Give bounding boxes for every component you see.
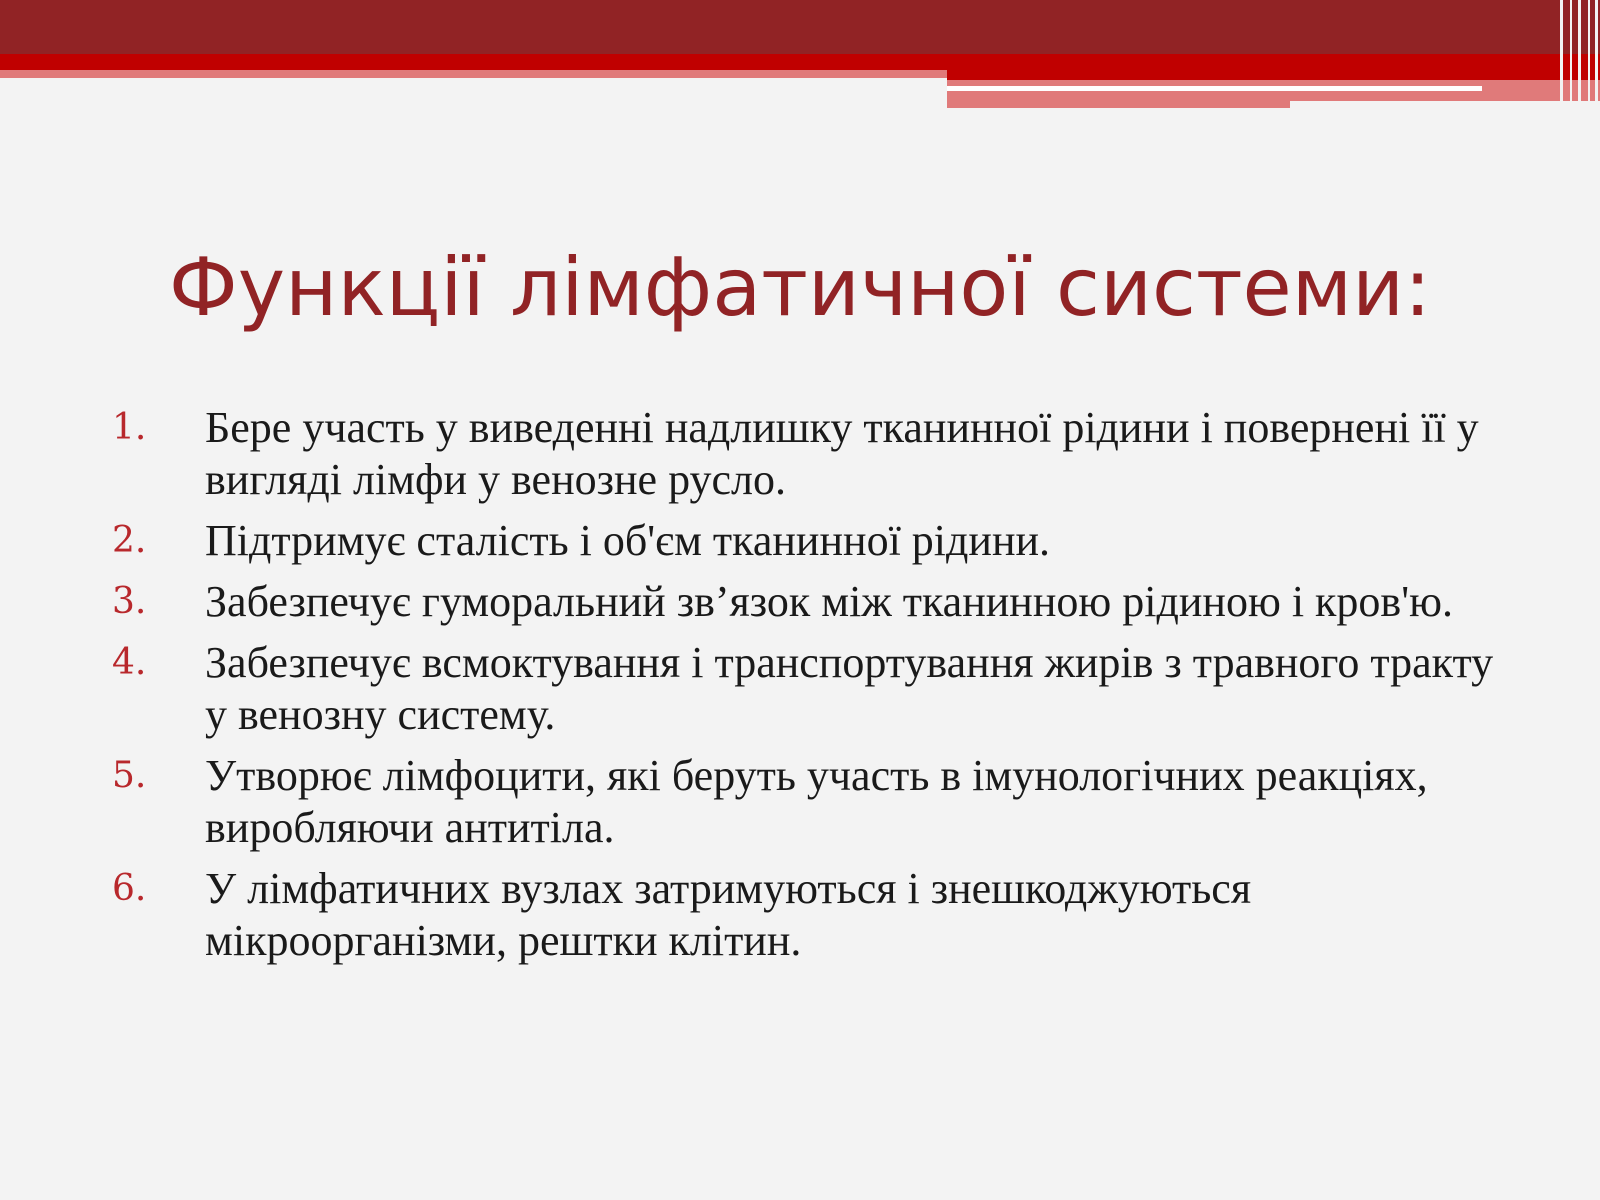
list-item	[112, 750, 1512, 854]
list-item-text: Забезпечує гуморальний зв’язок між тканинною рідиною і кров'ю.	[205, 577, 1454, 626]
list-item-number: 1.	[112, 407, 147, 448]
header-band-pink-left	[0, 70, 947, 78]
list-item-number: 2.	[112, 520, 147, 561]
list-item-number: 5.	[112, 755, 147, 796]
header-line-white	[947, 86, 1482, 91]
functions-list	[112, 402, 1512, 976]
header-vertical-stripes	[1552, 0, 1600, 108]
list-item	[112, 576, 1512, 628]
list-item-number: 3.	[112, 581, 147, 622]
list-item-text: Підтримує сталість і об'єм тканинної рідини.	[205, 516, 1051, 565]
list-item	[112, 863, 1512, 967]
header-band-red-right	[947, 54, 1600, 80]
list-item	[112, 637, 1512, 741]
list-item-number: 6.	[112, 868, 147, 909]
list-item-text: У лімфатичних вузлах затримуються і знешкоджуються мікроорганізми, рештки клітин.	[205, 864, 1252, 965]
slide-title: Функції лімфатичної системи:	[168, 241, 1432, 334]
list-item	[112, 515, 1512, 567]
list-item-text: Утворює лімфоцити, які беруть участь в імунологічних реакціях, виробляючи антитіла.	[205, 751, 1428, 852]
list-item-text: Забезпечує всмоктування і транспортування жирів з травного тракту у венозну систему.	[205, 638, 1494, 739]
list-item-number: 4.	[112, 642, 147, 683]
list-item-text: Бере участь у виведенні надлишку тканинної рідини і повернені її у вигляді лімфи у венозне русло.	[205, 403, 1479, 504]
header-band-red-left	[0, 54, 947, 70]
header-band-dark	[0, 0, 1600, 54]
list-item	[112, 402, 1512, 506]
